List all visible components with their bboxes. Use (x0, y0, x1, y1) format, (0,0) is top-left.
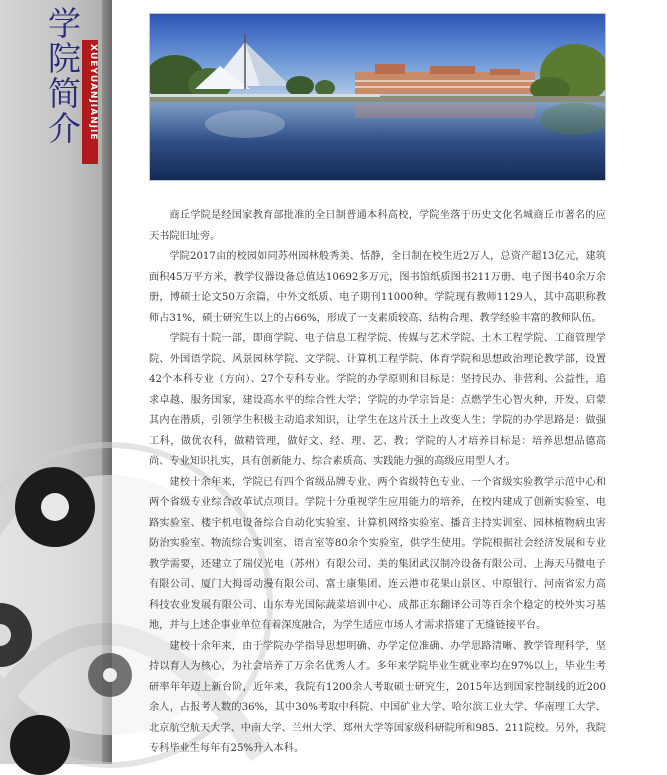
paragraph: 商丘学院是经国家教育部批准的全日制普通本科高校，学院坐落于历史文化名城商丘市著名的应天书院旧址旁。 (149, 210, 606, 242)
intro-text (149, 206, 606, 760)
pinyin-label: XUEYUANJIANJIE (88, 44, 98, 141)
page-title: 学院简介 (43, 6, 82, 146)
paragraph: 学院有十院一部，即商学院、电子信息工程学院、传媒与艺术学院、土木工程学院、工商管理学院、外国语学院、风景园林学院、文学院、计算机工程学院、体育学院和思想政治理论教学部，设置42个本科专业（方向）、27个专科专业。学院的办学原则和目标是：坚持民办、非营利、公益性，追求卓越、服务国家，建设高水平的综合性大学；学院的办学宗旨是：点燃学生心智火种，开发、启蒙其内在潜质，引领学生积极主动追求知识，让学生在这片沃土上改变人生；学院的办学思路是：做强工科，做优农科，做精管理，做好文、经、理、艺、教；学院的人才培养目标是：培养思想品德高尚、专业知识扎实，具有创新能力、综合素质高、实践能力强的高级应用型人才。 (149, 333, 606, 467)
paragraph: 建校十余年来，由于学院办学指导思想明确、办学定位准确、办学思路清晰、教学管理科学，坚持以育人为核心，为社会培养了万余名优秀人才。多年来学院毕业生就业率均在97%以上，毕业生考研率年年迈上新台阶，近年来，我院有1200余人考取硕士研究生，2015年达到国家控制线的近200余人，占报考人数的36%，其中30%考取中科院、中国矿业大学、哈尔滨工业大学、华南理工大学、北京航空航天大学、中南大学、兰州大学、郑州大学等国家级科研院所和985、211院校。另外，我院专科毕业生每年有25%升入本科。 (149, 640, 606, 754)
paragraph: 学院2017亩的校园如同苏州园林般秀美、恬静，全日制在校生近2万人，总资产超13亿元，建筑面积45万平方米，教学仪器设备总值达10692多万元，图书馆纸质图书211万册、电子图书40余万余册，博硕士论文50万余篇，中外文纸质、电子期刊11000种。学院现有教师1129人，其中高职称教师占31%，硕士研究生以上的占66%，形成了一支素质较高、结构合理、教学经验丰富的教师队伍。 (149, 251, 606, 324)
paragraph: 建校十余年来，学院已有四个省级品牌专业、两个省级特色专业、一个省级实验教学示范中心和两个省级专业综合改革试点项目。学院十分重视学生应用能力的培养，在校内建成了创新实验室、电路实验室、楼宇机电设备综合自动化实验室、计算机网络实验室、播音主持实训室、园林植物病虫害防治实验室、物流综合实训室、语言室等80余个实验室，供学生使用。学院根据社会经济发展和专业教学需要，还建立了瑞仪光电（苏州）有限公司、美的集团武汉制冷设备有限公司、上海天马微电子有限公司、厦门大拇哥动漫有限公司、富士康集团、连云港市花果山景区、中原银行、河南省宏力高科技农业发展有限公司、山东寿光国际蔬菜培训中心、成都正东翻译公司等百余个稳定的校外实习基地，并与上述企事业单位有着深度融合，为学生适应市场人才需求搭建了无缝链接平台。 (149, 476, 606, 631)
pinyin-badge (82, 40, 98, 164)
campus-photo (149, 13, 606, 181)
